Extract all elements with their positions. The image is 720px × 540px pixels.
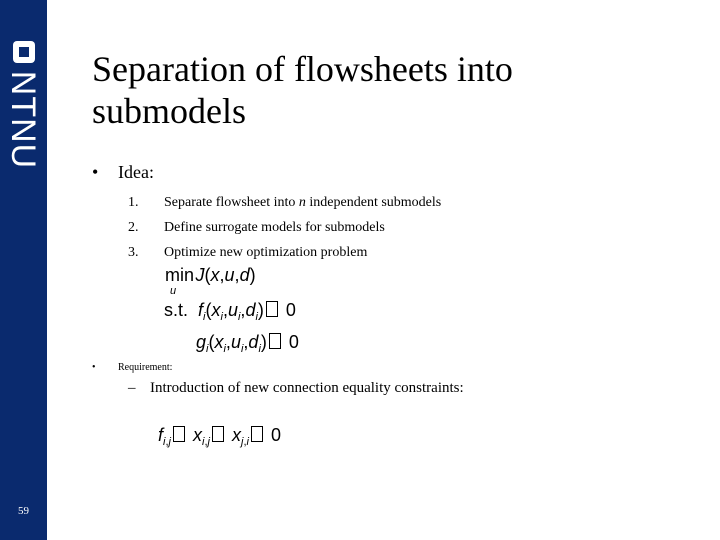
- objective-subscript: u: [170, 285, 177, 297]
- constraint-g-formula: $g_i(x_i,u_i,d_i)$ 0: [196, 332, 299, 355]
- requirement-label: Requirement:: [118, 362, 173, 373]
- dash-icon: –: [128, 380, 136, 396]
- constraint-f-formula: s.t. $f_i(x_i,u_i,d_i)$ 0: [164, 300, 296, 323]
- page-number: 59: [18, 505, 29, 517]
- list-item: 3. Optimize new optimization problem: [128, 245, 368, 260]
- objective-formula: min J(x,u,d): [165, 265, 256, 285]
- ntnu-sidebar: [0, 0, 47, 540]
- ordered-list: [128, 190, 441, 265]
- connection-formula: $f_{i,j}$ $x_{i,j}$ $x_{j,i}$ 0: [158, 425, 281, 448]
- slide-title: Separation of flowsheets into submodels: [92, 49, 513, 131]
- bullet-icon: •: [92, 162, 99, 182]
- bullet-icon: •: [92, 362, 96, 373]
- idea-label: Idea:: [118, 162, 154, 182]
- sub-bullet-connection: [128, 380, 464, 397]
- bullet-requirement: [92, 362, 172, 373]
- list-item: 1. Separate flowsheet into n independent submodels: [128, 195, 442, 210]
- ntnu-logo-text: NTNU: [4, 70, 42, 170]
- list-item: 2. Define surrogate models for submodels: [128, 220, 385, 235]
- bullet-idea: [92, 162, 154, 183]
- ntnu-logo-icon: [12, 40, 36, 64]
- connection-text: Introduction of new connection equality constraints:: [150, 380, 464, 396]
